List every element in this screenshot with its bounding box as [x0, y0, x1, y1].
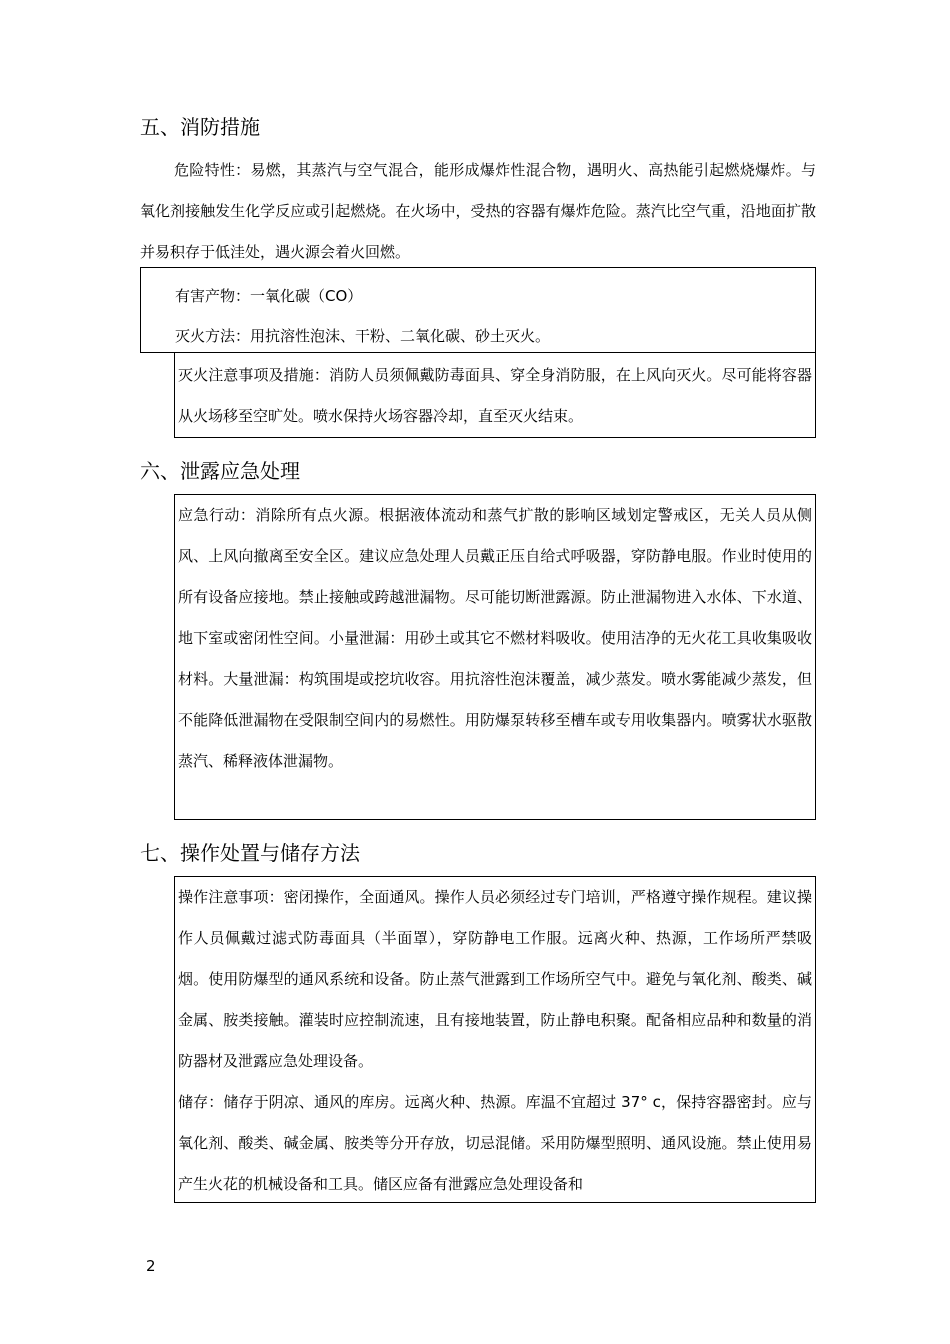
extinguishing-method-text: 灭火方法：用抗溶性泡沫、干粉、二氧化碳、砂土灭火。: [175, 327, 551, 345]
section-6-heading: 六、泄露应急处理: [140, 459, 300, 483]
handling-precautions-text: 操作注意事项：密闭操作，全面通风。操作人员必须经过专门培训，严格遵守操作规程。建议操作人员佩戴过滤式防毒面具（半面罩），穿防静电工作服。远离火种、热源，工作场所严禁吸烟。使用防爆型的通风系统和设备。防止蒸气泄露到工作场所空气中。避免与氧化剂、酸类、碱金属、胺类接触。灌装时应控制流速，且有接地装置，防止静电积聚。配备相应品种和数量的消防器材及泄露应急处理设备。: [178, 888, 812, 1070]
storage-text: 储存：储存于阴凉、通风的库房。远离火种、热源。库温不宜超过 37° c，保持容器密封。应与氧化剂、酸类、碱金属、胺类等分开存放，切忌混储。采用防爆型照明、通风设施。禁止使用易产生火花的机械设备和工具。储区应备有泄露应急处理设备和: [178, 1093, 812, 1193]
fire-products-box: [140, 267, 816, 353]
emergency-action-box: [174, 494, 816, 820]
page-number: 2: [146, 1257, 156, 1275]
section-5-heading: 五、消防措施: [140, 115, 260, 139]
handling-storage-box: [174, 876, 816, 1203]
emergency-action-text: 应急行动：消除所有点火源。根据液体流动和蒸气扩散的影响区域划定警戒区，无关人员从侧风、上风向撤离至安全区。建议应急处理人员戴正压自给式呼吸器，穿防静电服。作业时使用的所有设备应接地。禁止接触或跨越泄漏物。尽可能切断泄露源。防止泄漏物进入水体、下水道、地下室或密闭性空间。小量泄漏：用砂土或其它不燃材料吸收。使用洁净的无火花工具收集吸收材料。大量泄漏：构筑围堤或挖坑收容。用抗溶性泡沫覆盖，减少蒸发。喷水雾能减少蒸发，但不能降低泄漏物在受限制空间内的易燃性。用防爆泵转移至槽车或专用收集器内。喷雾状水驱散蒸汽、稀释液体泄漏物。: [178, 506, 812, 770]
fire-hazard-paragraph: 危险特性：易燃，其蒸汽与空气混合，能形成爆炸性混合物，遇明火、高热能引起燃烧爆炸。与氧化剂接触发生化学反应或引起燃烧。在火场中，受热的容器有爆炸危险。蒸汽比空气重，沿地面扩散并易积存于低洼处，遇火源会着火回燃。: [140, 161, 816, 261]
extinguishing-precautions-box: [174, 352, 816, 438]
section-7-heading: 七、操作处置与储存方法: [140, 841, 360, 865]
extinguishing-precautions-text: 灭火注意事项及措施：消防人员须佩戴防毒面具、穿全身消防服，在上风向灭火。尽可能将容器从火场移至空旷处。喷水保持火场容器冷却，直至灭火结束。: [178, 366, 812, 425]
harmful-products-text: 有害产物：一氧化碳（CO）: [175, 287, 363, 305]
